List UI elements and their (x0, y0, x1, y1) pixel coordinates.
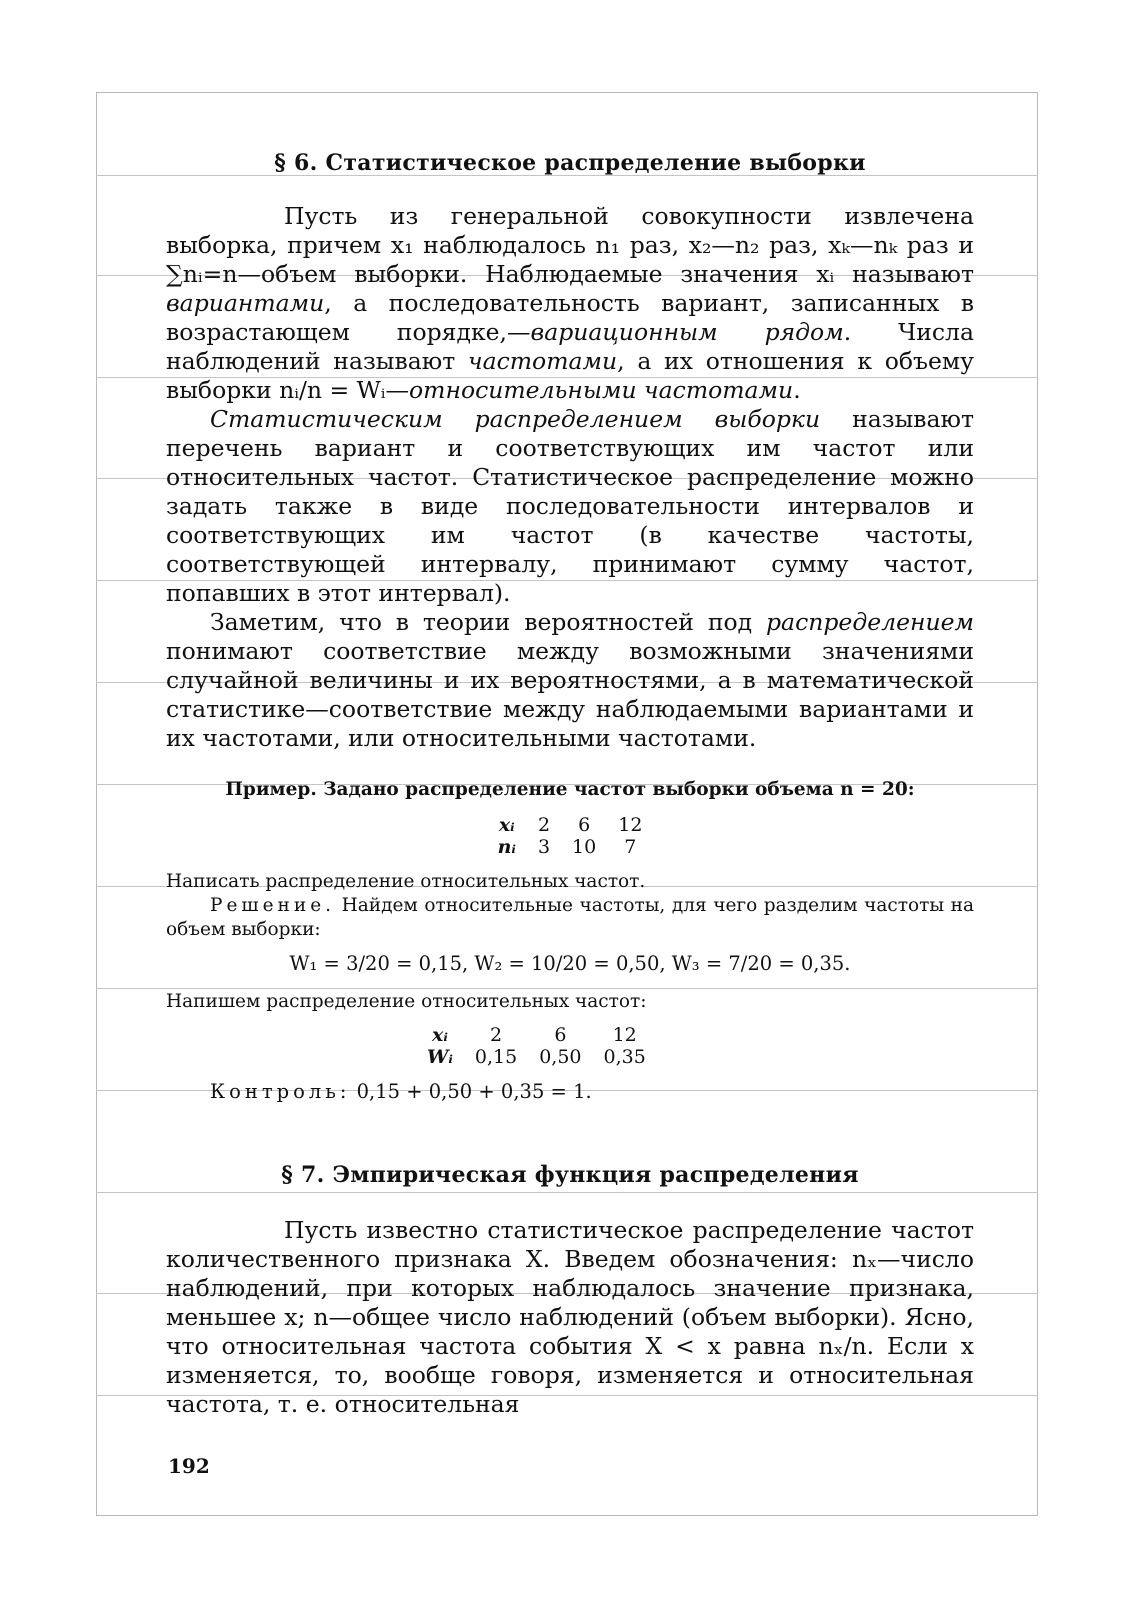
table-cell: nᵢ (497, 836, 516, 858)
control-text: 0,15 + 0,50 + 0,35 = 1. (350, 1080, 592, 1103)
section-6 (166, 150, 974, 753)
table-cell: 0,15 (474, 1046, 518, 1068)
solution-text: Найдем относительные частоты, для чего разделим частоты на объем выборки: (166, 895, 974, 940)
term-statistical-distribution: Статистическим распределением выборки (210, 405, 821, 433)
term-variants: вариантами (166, 289, 325, 317)
table-row (416, 1024, 657, 1046)
table-cell: 7 (624, 836, 637, 858)
frequency-table (487, 814, 654, 858)
example-write: Напишем распределение относительных частот: (166, 991, 647, 1012)
example-control (166, 1080, 974, 1104)
relative-frequency-table (416, 1024, 657, 1068)
p1-text: , а их отношения к объему выборки nᵢ/n = Wᵢ— (166, 347, 974, 404)
p3-text: понимают соответствие между возможными значениями случайной величины и их вероятностями, а в математической статистике—соответствие между наблюдаемыми вариантами и их частотами, или относительными частотами. (166, 637, 974, 752)
page-number: 192 (168, 1454, 210, 1478)
section-7-paragraph-1: Пусть известно статистическое распределение частот количественного признака X. Введем обозначения: nₓ—число наблюдений, при которых наблюдалось значение признака, меньшее x; n—общее число наблюдений (объем выборки). Ясно, что относительная частота события X < x равна nₓ/n. Если x изменяется, то, вообще говоря, изменяется и относительная частота, т. е. относительная (166, 1216, 974, 1418)
control-label: Контроль: (210, 1080, 351, 1103)
term-variation-series: вариационным рядом (530, 318, 844, 346)
section-7-title: § 7. Эмпирическая функция распределения (281, 1162, 859, 1188)
p1-text: Пусть из генеральной совокупности извлечена выборка, причем x₁ наблюдалось n₁ раз, x₂—n₂ раз, xₖ—nₖ раз и ∑nᵢ=n—объем выборки. Наблюдаемые значения xᵢ называют (166, 202, 974, 288)
table-row (416, 1046, 657, 1068)
section-7 (166, 1162, 974, 1419)
term-distribution: распределением (766, 608, 974, 636)
table-cell: 2 (490, 1024, 503, 1046)
example-intro: Пример. Задано распределение частот выборки объема n = 20: (225, 779, 915, 800)
example-formula: W₁ = 3/20 = 0,15, W₂ = 10/20 = 0,50, W₃ = 7/20 = 0,35. (289, 952, 851, 975)
section-6-title: § 6. Статистическое распределение выборки (274, 150, 866, 176)
table-cell: xᵢ (498, 814, 515, 836)
table-cell: 12 (612, 1024, 637, 1046)
p2-text: называют перечень вариант и соответствующих им частот или относительных частот. Статистическое распределение можно задать также в виде последовательности интервалов и соответствующих им частот (в качестве частоты, соответствующей интервалу, принимают сумму частот, попавших в этот интервал). (166, 405, 974, 607)
solution-label: Решение. (210, 895, 336, 916)
section-6-paragraph-3 (166, 608, 974, 753)
example-solution (166, 894, 974, 942)
section-6-paragraph-1 (166, 202, 974, 405)
table-cell: xᵢ (432, 1024, 448, 1046)
table-row (487, 836, 654, 858)
example-block (166, 778, 974, 1104)
table-cell: 2 (537, 814, 551, 836)
table-cell: 6 (554, 1024, 567, 1046)
table-cell: Wᵢ (427, 1046, 453, 1068)
table-cell: 10 (572, 836, 597, 858)
term-frequencies: частотами (467, 347, 618, 375)
p1-text: . (793, 376, 801, 404)
term-relative-frequencies: относительными частотами (409, 376, 794, 404)
p1-text: , а последовательность вариант, записанных в возрастающем порядке,— (166, 289, 974, 346)
section-6-paragraph-2 (166, 405, 974, 608)
table-cell: 6 (578, 814, 591, 836)
table-cell: 3 (537, 836, 551, 858)
p1-text: . Числа наблюдений называют (166, 318, 974, 375)
table-cell: 0,35 (603, 1046, 646, 1068)
p3-text: Заметим, что в теории вероятностей под (210, 608, 767, 636)
table-cell: 12 (618, 814, 643, 836)
example-task: Написать распределение относительных частот. (166, 871, 646, 892)
table-row (487, 814, 654, 836)
table-cell: 0,50 (539, 1046, 582, 1068)
